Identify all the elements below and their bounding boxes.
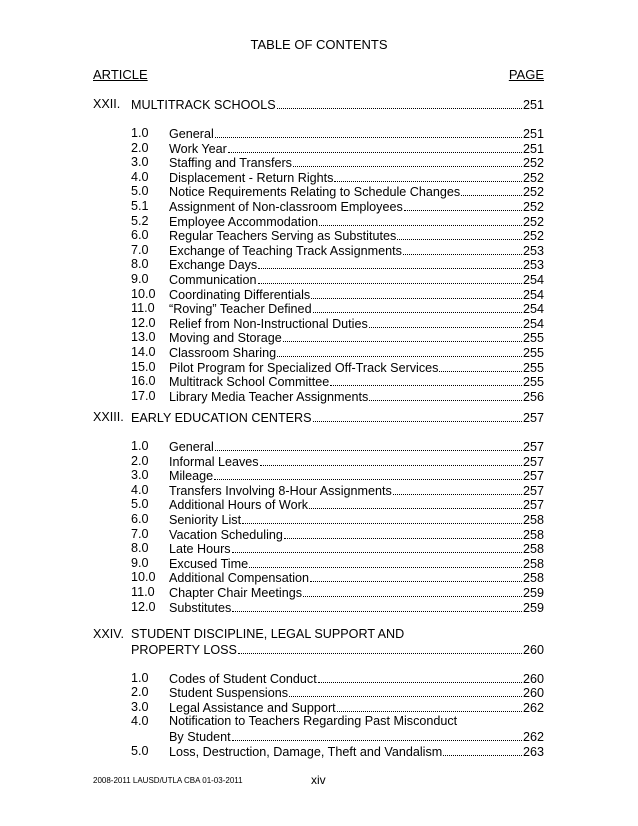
section-number: 8.0: [131, 541, 149, 556]
toc-entry-line: [169, 483, 544, 499]
toc-section-entry[interactable]: [93, 527, 544, 542]
section-title: Displacement - Return Rights: [169, 170, 334, 185]
dot-leader: [403, 243, 522, 255]
section-number: 16.0: [131, 374, 156, 389]
dot-leader: [258, 272, 522, 284]
section-number: 3.0: [131, 155, 149, 170]
page-number: 257: [522, 498, 544, 513]
section-title: Informal Leaves: [169, 454, 259, 469]
toc-entry-line: [169, 287, 544, 303]
toc-entry-line: [169, 454, 544, 470]
toc-section-entry[interactable]: [93, 497, 544, 512]
dot-leader: [293, 155, 522, 167]
toc-section-entry[interactable]: [93, 541, 544, 556]
dot-leader: [397, 228, 522, 240]
toc-section-entry[interactable]: [93, 243, 544, 258]
toc-section-entry[interactable]: [93, 228, 544, 243]
toc-section-entry[interactable]: [93, 141, 544, 156]
dot-leader: [404, 199, 522, 211]
page-number: 260: [522, 686, 544, 701]
page-number: 254: [522, 287, 544, 302]
section-title: Communication: [169, 273, 257, 287]
article-number: XXII.: [93, 97, 121, 111]
dot-leader: [242, 512, 522, 524]
toc-entry-line: [169, 527, 544, 543]
page-number: 263: [522, 744, 544, 759]
section-title: Additional Hours of Work: [169, 498, 309, 513]
section-title: Pilot Program for Specialized Off-Track Services: [169, 360, 439, 375]
section-number: 5.1: [131, 199, 149, 213]
toc-section-entry[interactable]: [93, 330, 544, 345]
toc-section-entry[interactable]: [93, 184, 544, 199]
dot-leader: [215, 126, 522, 138]
article-title: MULTITRACK SCHOOLS: [131, 98, 276, 112]
toc-section-entry[interactable]: [93, 345, 544, 360]
toc-article-xxii[interactable]: [93, 97, 544, 112]
page-number: 256: [522, 389, 544, 404]
section-title: Legal Assistance and Support: [169, 700, 336, 715]
dot-leader: [249, 556, 522, 568]
section-title: Work Year: [169, 141, 227, 156]
toc-entry-line: [169, 330, 544, 346]
section-title: Mileage: [169, 469, 214, 484]
toc-section-entry[interactable]: [93, 468, 544, 483]
toc-entry-line: [169, 585, 544, 601]
page-number: 255: [522, 375, 544, 390]
section-number: 5.0: [131, 743, 149, 758]
section-number: 12.0: [131, 315, 156, 330]
article-number: XXIII.: [93, 410, 124, 424]
toc-section-entry[interactable]: [93, 360, 544, 375]
toc-section-entry[interactable]: [93, 155, 544, 170]
section-number: 4.0: [131, 714, 149, 729]
toc-entry-line: [131, 642, 544, 658]
toc-section-entry[interactable]: [93, 272, 544, 287]
toc-entry-line: [169, 512, 544, 528]
dot-leader: [443, 744, 522, 756]
toc-section-entry[interactable]: [93, 600, 544, 615]
section-title: Assignment of Non-classroom Employees: [169, 200, 403, 214]
page-number: 258: [522, 542, 544, 557]
section-number: 13.0: [131, 330, 156, 345]
toc-entry-line: [169, 243, 544, 259]
page-number: 251: [522, 141, 544, 156]
dot-leader: [232, 600, 522, 612]
toc-entry-line: [169, 301, 544, 317]
page-column-header: PAGE: [508, 67, 544, 82]
dot-leader: [258, 257, 522, 269]
toc-entry-line: [169, 685, 544, 701]
toc-entry-line: [169, 468, 544, 484]
section-title: Additional Compensation: [169, 571, 310, 586]
toc-entry-line: [169, 600, 544, 616]
article-title-line1: STUDENT DISCIPLINE, LEGAL SUPPORT AND: [131, 627, 405, 641]
section-number: 1.0: [131, 670, 149, 685]
toc-entry-line: [169, 214, 544, 230]
section-title: Notice Requirements Relating to Schedule Changes: [169, 185, 461, 200]
section-title-line1: Notification to Teachers Regarding Past Misconduct: [169, 714, 458, 729]
section-number: 11.0: [131, 301, 155, 316]
toc-entry-line: [169, 155, 544, 171]
page-number: 252: [522, 185, 544, 200]
section-title: “Roving” Teacher Defined: [169, 302, 312, 317]
section-title: Transfers Involving 8-Hour Assignments: [169, 483, 392, 498]
section-number: 2.0: [131, 453, 149, 468]
section-title: Chapter Chair Meetings: [169, 586, 302, 600]
section-number: 14.0: [131, 345, 156, 359]
section-number: 17.0: [131, 388, 156, 403]
dot-leader: [439, 360, 522, 372]
toc-section-entry[interactable]: [93, 483, 544, 498]
section-title: Regular Teachers Serving as Substitutes: [169, 229, 397, 244]
toc-section-entry[interactable]: [93, 439, 544, 454]
dot-leader: [319, 214, 522, 226]
page-number: 254: [522, 302, 544, 317]
section-number: 9.0: [131, 272, 149, 286]
dot-leader: [369, 316, 522, 328]
toc-entry-line: [169, 184, 544, 200]
page-number: 257: [522, 469, 544, 484]
page-number: 257: [522, 454, 544, 469]
page-number: 252: [522, 229, 544, 244]
toc-section-entry[interactable]: [93, 301, 544, 316]
toc-section-entry[interactable]: [93, 257, 544, 272]
section-title: Employee Accommodation: [169, 214, 319, 229]
section-title: Moving and Storage: [169, 331, 282, 346]
toc-section-entry[interactable]: [93, 199, 544, 214]
toc-entry-line: [169, 570, 544, 586]
page-number: 255: [522, 360, 544, 375]
section-number: 2.0: [131, 140, 149, 155]
page-number: 255: [522, 346, 544, 360]
page-number: 254: [522, 316, 544, 331]
dot-leader: [393, 483, 522, 495]
section-title: General: [169, 127, 214, 141]
article-title: PROPERTY LOSS: [131, 642, 237, 657]
section-title: Relief from Non-Instructional Duties: [169, 316, 368, 331]
section-number: 1.0: [131, 439, 149, 453]
section-title: Late Hours: [169, 542, 231, 557]
toc-entry-line: [169, 199, 544, 215]
page-number: 251: [522, 98, 544, 112]
section-title: Student Suspensions: [169, 686, 289, 701]
dot-leader: [238, 642, 522, 654]
page-number: 252: [522, 214, 544, 229]
toc-entry-line: [169, 700, 544, 716]
dot-leader: [311, 287, 522, 299]
toc-entry-line: [169, 729, 544, 745]
page-number: 257: [522, 440, 544, 454]
section-number: 8.0: [131, 257, 149, 272]
toc-entry-line: [169, 345, 544, 361]
section-number: 10.0: [131, 286, 156, 301]
page-number: 255: [522, 331, 544, 346]
dot-leader: [277, 97, 522, 109]
section-number: 10.0: [131, 570, 156, 585]
page-number: 252: [522, 156, 544, 171]
toc-section-entry[interactable]: [93, 454, 544, 469]
dot-leader: [277, 345, 522, 357]
dot-leader: [289, 685, 522, 697]
toc-entry-line: [169, 126, 544, 142]
page-number: 251: [522, 127, 544, 141]
footer-page-number: xiv: [311, 773, 326, 787]
page-number: 262: [522, 700, 544, 715]
toc-section-entry[interactable]: [93, 214, 544, 229]
section-number: 3.0: [131, 699, 149, 714]
dot-leader: [303, 585, 522, 597]
section-number: 7.0: [131, 242, 149, 257]
dot-leader: [232, 541, 522, 553]
footer-document-id: 2008-2011 LAUSD/UTLA CBA 01-03-2011: [93, 776, 243, 785]
page-number: 260: [522, 642, 544, 657]
page-number: 259: [522, 586, 544, 600]
section-number: 5.0: [131, 184, 149, 199]
page-number: 257: [522, 411, 544, 425]
page-number: 258: [522, 527, 544, 542]
toc-entry-line: [169, 374, 544, 390]
toc-section-entry[interactable]: [93, 685, 544, 700]
section-number: 3.0: [131, 468, 149, 483]
section-number: 4.0: [131, 169, 149, 184]
dot-leader: [313, 301, 522, 313]
toc-entry-line: [169, 257, 544, 273]
toc-entry-line: [169, 439, 544, 455]
toc-section-entry[interactable]: [93, 570, 544, 585]
toc-section-entry[interactable]: [93, 585, 544, 600]
section-title: Coordinating Differentials: [169, 287, 311, 302]
dot-leader: [313, 410, 522, 422]
section-title: Excused Time: [169, 556, 249, 571]
dot-leader: [334, 170, 522, 182]
section-title: Library Media Teacher Assignments: [169, 389, 369, 404]
section-title: Vacation Scheduling: [169, 527, 283, 542]
section-number: 2.0: [131, 685, 149, 700]
section-number: 11.0: [131, 585, 155, 599]
section-title: By Student: [169, 730, 231, 744]
toc-section-entry[interactable]: [93, 512, 544, 527]
section-title: Classroom Sharing: [169, 346, 277, 360]
section-title: Substitutes: [169, 600, 232, 615]
section-title: Staffing and Transfers: [169, 156, 292, 171]
section-number: 6.0: [131, 228, 149, 243]
toc-entry-line: [169, 389, 544, 405]
toc-entry-line: [131, 410, 544, 426]
section-number: 6.0: [131, 512, 149, 526]
page-number: 252: [522, 170, 544, 185]
section-title: Exchange of Teaching Track Assignments: [169, 243, 402, 258]
section-title: General: [169, 440, 214, 454]
toc-entry-line: [131, 97, 544, 113]
dot-leader: [330, 374, 522, 386]
page-number: 258: [522, 556, 544, 571]
dot-leader: [337, 700, 522, 712]
dot-leader: [310, 570, 522, 582]
section-number: 5.0: [131, 497, 149, 512]
toc-entry-line: [169, 556, 544, 572]
dot-leader: [283, 330, 522, 342]
page-number: 258: [522, 513, 544, 527]
page-title: TABLE OF CONTENTS: [250, 37, 388, 52]
dot-leader: [214, 468, 522, 480]
page-number: 257: [522, 483, 544, 498]
section-number: 5.2: [131, 213, 149, 228]
toc-entry-line: [169, 541, 544, 557]
toc-entry-line: [169, 316, 544, 332]
toc-entry-line: [169, 170, 544, 186]
section-number: 7.0: [131, 526, 149, 541]
page-number: 253: [522, 243, 544, 258]
toc-entry-line: [169, 671, 544, 687]
article-number: XXIV.: [93, 627, 125, 641]
section-title: Exchange Days: [169, 258, 258, 273]
toc-section-entry[interactable]: [93, 374, 544, 389]
section-number: 12.0: [131, 599, 156, 614]
toc-section-entry[interactable]: [93, 389, 544, 404]
page-number: 259: [522, 600, 544, 615]
toc-section-entry[interactable]: [93, 126, 544, 141]
toc-entry-line: [169, 141, 544, 157]
dot-leader: [260, 454, 522, 466]
dot-leader: [228, 141, 522, 153]
dot-leader: [232, 729, 522, 741]
section-title: Codes of Student Conduct: [169, 671, 317, 686]
section-number: 1.0: [131, 126, 149, 140]
article-column-header: ARTICLE: [93, 67, 148, 82]
toc-entry-line: [169, 360, 544, 376]
page-number: 253: [522, 258, 544, 273]
toc-section-entry[interactable]: [93, 671, 544, 686]
toc-article-xxiii[interactable]: [93, 410, 544, 425]
page-number: 258: [522, 571, 544, 586]
dot-leader: [284, 527, 522, 539]
toc-entry-line: [169, 497, 544, 513]
article-title: EARLY EDUCATION CENTERS: [131, 411, 312, 425]
toc-section-entry[interactable]: [93, 170, 544, 185]
dot-leader: [309, 497, 522, 509]
toc-section-entry[interactable]: [93, 287, 544, 302]
toc-section-entry[interactable]: [93, 744, 544, 759]
section-number: 4.0: [131, 482, 149, 497]
page-number: 254: [522, 273, 544, 287]
section-title: Loss, Destruction, Damage, Theft and Vandalism: [169, 744, 443, 759]
page-number: 260: [522, 671, 544, 686]
section-title: Multitrack School Committee: [169, 375, 330, 390]
section-number: 9.0: [131, 555, 149, 570]
dot-leader: [369, 389, 522, 401]
toc-entry-line: [169, 744, 544, 760]
section-title: Seniority List: [169, 513, 242, 527]
dot-leader: [318, 671, 522, 683]
toc-section-entry[interactable]: [93, 556, 544, 571]
toc-section-entry[interactable]: [93, 316, 544, 331]
toc-section-entry[interactable]: [93, 729, 544, 744]
dot-leader: [215, 439, 522, 451]
section-number: 15.0: [131, 359, 156, 374]
toc-entry-line: [169, 272, 544, 288]
toc-entry-line: [169, 228, 544, 244]
page-number: 262: [522, 730, 544, 744]
page-number: 252: [522, 200, 544, 214]
toc-article-xxiv[interactable]: [93, 642, 544, 657]
toc-section-entry[interactable]: [93, 700, 544, 715]
dot-leader: [461, 184, 522, 196]
